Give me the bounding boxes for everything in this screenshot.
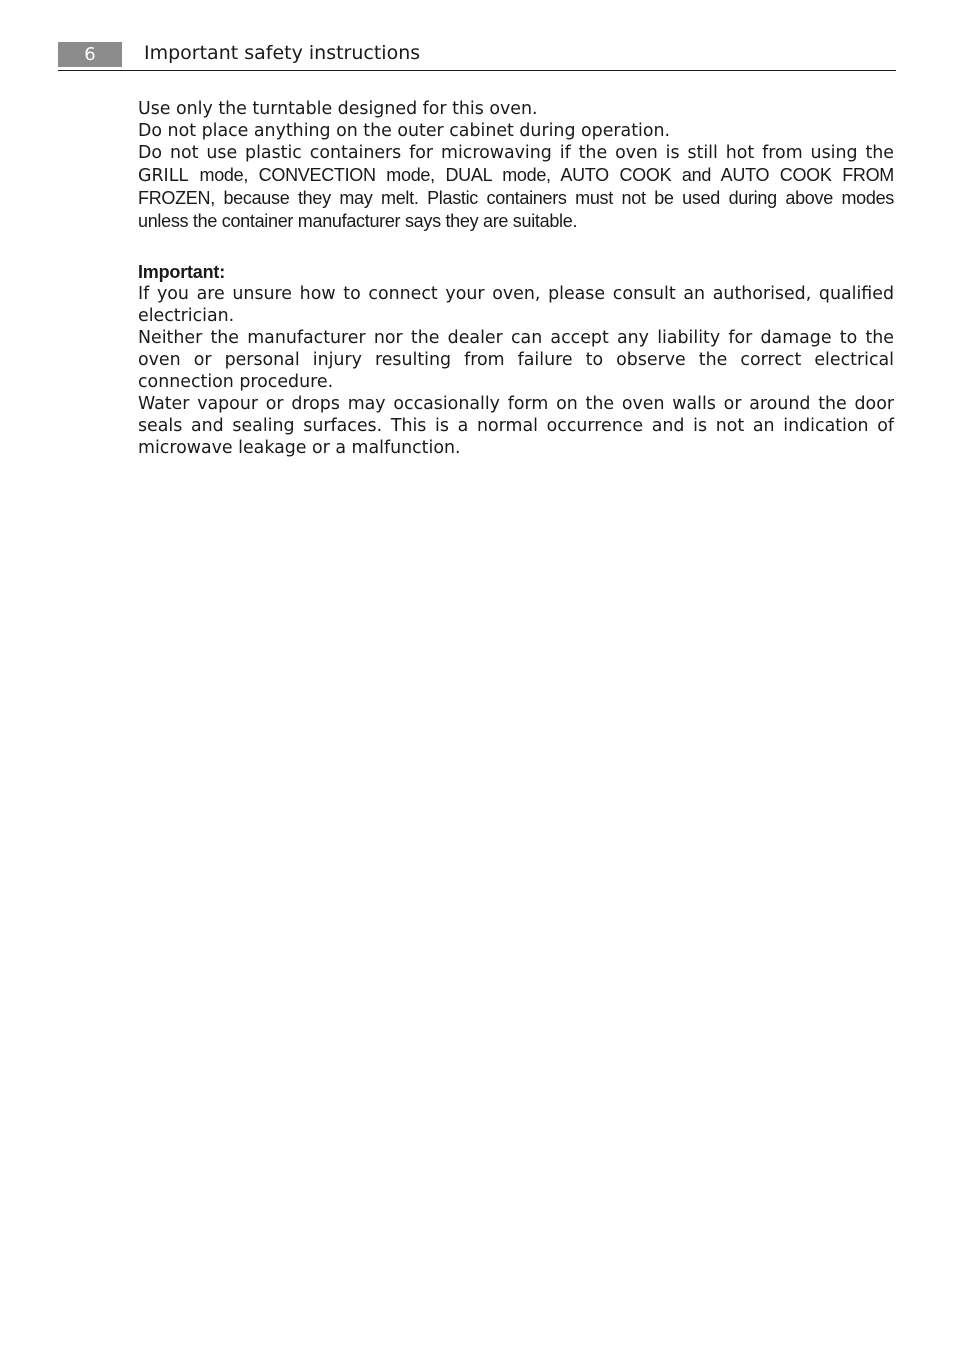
- section-title: Important safety instructions: [144, 42, 421, 64]
- plastic-containers-line1: Do not use plastic containers for microwaving if the oven is still hot from using the GRILL: [138, 143, 894, 186]
- liability-paragraph: Neither the manufacturer nor the dealer can accept any liability for damage to the oven or personal injury resulting from failure to observe the correct electrical connection procedure.: [138, 328, 894, 392]
- water-vapour-paragraph: Water vapour or drops may occasionally form on the oven walls or around the door seals and sealing surfaces. This is a normal occurrence and is not an indication of microwave leakage or a malfunction.: [138, 394, 894, 458]
- page-header: [58, 40, 896, 71]
- turntable-instruction: Use only the turntable designed for this oven.: [138, 99, 538, 119]
- cabinet-instruction: Do not place anything on the outer cabinet during operation.: [138, 121, 671, 141]
- important-heading: Important:: [138, 262, 225, 282]
- page-number: 6: [58, 42, 122, 67]
- connection-paragraph: If you are unsure how to connect your oven, please consult an authorised, qualified electrician.: [138, 284, 894, 326]
- plastic-containers-paragraph: [138, 142, 894, 233]
- spacer: [138, 233, 894, 261]
- plastic-containers-rest: mode, CONVECTION mode, DUAL mode, AUTO COOK and AUTO COOK FROM FROZEN, because they may melt. Plastic containers must not be used during above modes unless the container manufacturer says they are suitable.: [138, 165, 894, 231]
- document-body: [138, 98, 894, 459]
